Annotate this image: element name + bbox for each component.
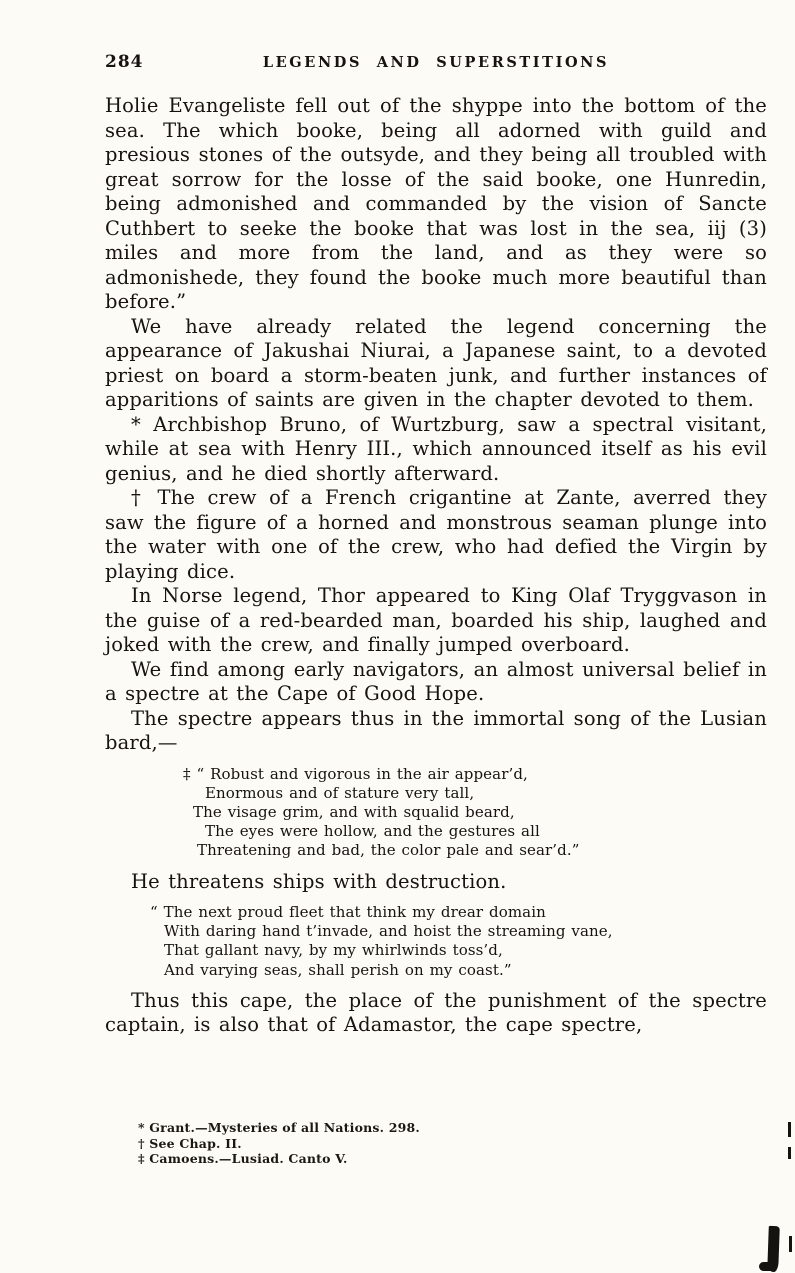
paragraph: We find among early navigators, an almost universal belief in a spectre at the Cape of Good Hope. [105, 657, 767, 705]
paragraph: He threatens ships with destruction. [131, 869, 507, 893]
verse-line: “ The next proud fleet that think my drear domain [150, 903, 546, 922]
scan-artifact [789, 1236, 792, 1252]
running-head: LEGENDS AND SUPERSTITIONS [262, 54, 610, 71]
verse-line: The eyes were hollow, and the gestures all [205, 822, 540, 841]
page-number: 284 [105, 52, 144, 72]
verse-line: Threatening and bad, the color pale and sear’d.” [197, 841, 580, 860]
verse-quote-threat [150, 903, 767, 980]
text-block [105, 94, 767, 1038]
scan-artifact [788, 1147, 791, 1159]
verse-line: That gallant navy, by my whirlwinds toss’d, [164, 941, 503, 960]
scan-artifact [788, 1122, 791, 1137]
footnote: * Grant.—Mysteries of all Nations. 298. [138, 1120, 420, 1135]
paragraph: In Norse legend, Thor appeared to King Olaf Tryggvason in the guise of a red-bearded man, boarded his ship, laughed and joked with the crew, and finally jumped overboard. [105, 584, 767, 656]
footnote: † See Chap. II. [138, 1135, 242, 1151]
verse-line: Enormous and of stature very tall, [205, 783, 475, 802]
verse-line: The visage grim, and with squalid beard, [193, 802, 515, 821]
verse-line: ‡ “ Robust and vigorous in the air appear’d, [183, 764, 528, 783]
paragraph-continuation: Holie Evangeliste fell out of the shyppe into the bottom of the sea. The which booke, being all adorned with guild and presious stones of the outsyde, and they being all troubled with great sorrow for the losse of the said booke, one Hunredin, being admonished and commanded by the vision of Sancte Cuthbert to seeke the booke that was lost in the sea, iij (3) miles and more from the land, and as they were so admonishede, they found the booke much more beautiful than before.” [105, 94, 767, 313]
footnotes [138, 1120, 420, 1167]
paragraph: We have already related the legend concerning the appearance of Jakushai Niurai, a Japanese saint, to a devoted priest on board a storm-beaten junk, and further instances of apparitions of saints are given in the chapter devoted to them. [105, 314, 767, 411]
paragraph: * Archbishop Bruno, of Wurtzburg, saw a spectral visitant, while at sea with Henry III., which announced itself as his evil genius, and he died shortly afterward. [105, 412, 767, 485]
verse-line: With daring hand t’invade, and hoist the streaming vane, [164, 922, 613, 941]
footnote: ‡ Camoens.—Lusiad. Canto V. [138, 1151, 348, 1166]
paragraph: The spectre appears thus in the immortal song of the Lusian bard,— [105, 706, 767, 754]
verse-quote-adamastor [183, 765, 767, 861]
verse-line: And varying seas, shall perish on my coast.” [164, 960, 512, 979]
paragraph: Thus this cape, the place of the punishment of the spectre captain, is also that of Adamastor, the cape spectre, [105, 988, 767, 1037]
page-header [105, 52, 767, 76]
scan-artifact [759, 1262, 771, 1271]
paragraph: † The crew of a French crigantine at Zante, averred they saw the figure of a horned and monstrous seaman plunge into the water with one of the crew, who had defied the Virgin by playing dice. [105, 486, 767, 583]
